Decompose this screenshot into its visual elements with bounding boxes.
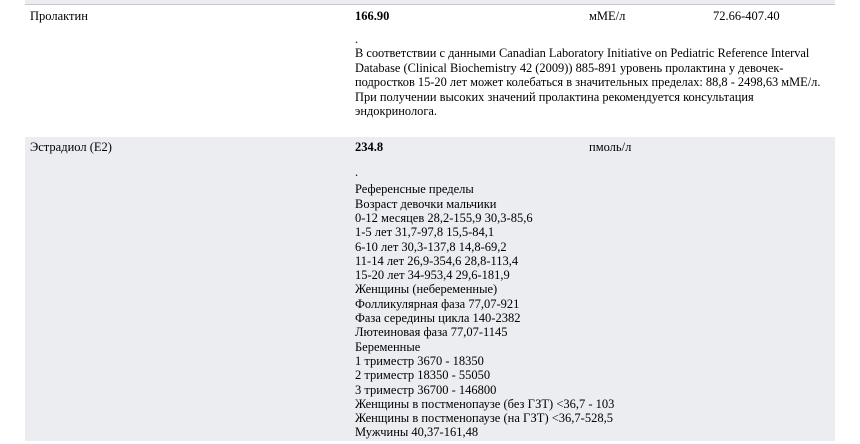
reference-intervals-block xyxy=(355,165,837,440)
result-line xyxy=(25,9,835,24)
test-result-value: 166.90 xyxy=(355,9,390,23)
test-comment-lines xyxy=(355,46,837,119)
reference-line: 3 триместр 36700 - 146800 xyxy=(355,382,497,397)
test-reference-range xyxy=(713,140,835,155)
reference-line: 2 триместр 18350 - 55050 xyxy=(355,368,491,383)
comment-line: При получении высоких значений пролактина рекомендуется консультация xyxy=(355,89,754,104)
reference-line: Лютеиновая фаза 77,07-1145 xyxy=(355,325,508,340)
reference-line: 15-20 лет 34-953,4 29,6-181,9 xyxy=(355,268,510,283)
reference-line: Фаза середины цикла 140-2382 xyxy=(355,311,521,326)
result-line xyxy=(25,140,835,155)
reference-line: Беременные xyxy=(355,339,421,354)
reference-line: Фолликулярная фаза 77,07-921 xyxy=(355,296,520,311)
reference-line: Женщины в постменопаузе (без ГЗТ) <36,7 - 103 xyxy=(355,396,615,411)
test-reference-range: 72.66-407.40 xyxy=(713,9,780,23)
test-row-estradiol xyxy=(25,137,835,441)
comment-dot: . xyxy=(355,32,359,46)
reference-interval-lines xyxy=(355,182,837,439)
reference-line: Женщины (небеременные) xyxy=(355,282,498,297)
test-units: мМЕ/л xyxy=(589,9,626,23)
comment-line: подростков 15-20 лет может колебаться в значительных пределах: 88,8 - 2498,63 мМЕ/л. xyxy=(355,75,821,90)
test-name: Пролактин xyxy=(30,9,88,23)
reference-line: Женщины в постменопаузе (на ГЗТ) <36,7-528,5 xyxy=(355,411,613,426)
comment-line: В соответствии с данными Canadian Laboratory Initiative on Pediatric Reference Interval xyxy=(355,46,810,61)
reference-line: 6-10 лет 30,3-137,8 14,8-69,2 xyxy=(355,239,507,254)
reference-line: 0-12 месяцев 28,2-155,9 30,3-85,6 xyxy=(355,210,533,225)
comment-line: эндокринолога. xyxy=(355,104,438,119)
test-comment-block xyxy=(355,32,837,119)
reference-line: Референсные пределы xyxy=(355,182,474,197)
reference-line: 1 триместр 3670 - 18350 xyxy=(355,353,484,368)
test-row-prolactin xyxy=(25,5,835,137)
reference-line: 11-14 лет 26,9-354,6 28,8-113,4 xyxy=(355,253,519,268)
test-name: Эстрадиол (Е2) xyxy=(30,140,112,154)
comment-dot: . xyxy=(355,165,359,179)
test-result-value: 234.8 xyxy=(355,140,384,154)
reference-line: Возраст девочки мальчики xyxy=(355,196,497,211)
comment-line: Database (Clinical Biochemistry 42 (2009)) 885-891 уровень пролактина у девочек- xyxy=(355,60,784,75)
reference-line: 1-5 лет 31,7-97,8 15,5-84,1 xyxy=(355,225,495,240)
test-units: пмоль/л xyxy=(589,140,632,154)
reference-line: Мужчины 40,37-161,48 xyxy=(355,425,479,440)
